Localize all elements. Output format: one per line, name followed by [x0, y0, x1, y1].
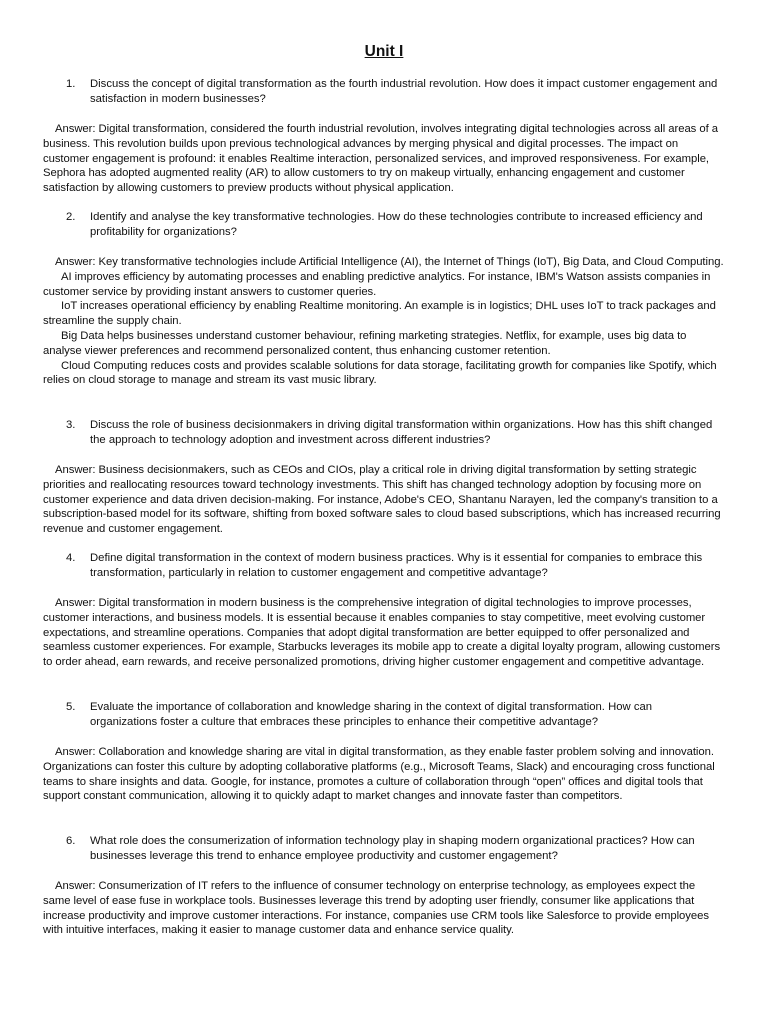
answer-4: [43, 596, 725, 670]
answer-text: Answer: Business decisionmakers, such as CEOs and CIOs, play a critical role in driving digital transformation by setting strategic priorities and reallocating resources toward technology investments. This shift has changed technology adoption by focusing more on customer experience and data driven decision-making. For instance, Adobe's CEO, Shantanu Narayen, led the company's transition to a subscription-based model for its software, shifting from boxed software sales to cloud based subscriptions, which has increased recurring revenue and customer engagement.: [43, 464, 721, 536]
question-2: [66, 210, 722, 240]
question-text: Discuss the concept of digital transformation as the fourth industrial revolution. How does it impact customer engagement and satisfaction in modern businesses?: [90, 78, 718, 105]
question-number: 1.: [66, 78, 76, 90]
question-text: Evaluate the importance of collaboration and knowledge sharing in the context of digital transformation. How can organizations foster a culture that embraces these principles to enhance their competitive advantage?: [90, 701, 653, 728]
answer-text: Answer: Digital transformation, considered the fourth industrial revolution, involves integrating digital technologies across all areas of a business. This revolution builds upon previous technological advances by merging physical and digital processes. The impact on customer engagement is profound: it enables Realtime interaction, personalized services, and improved responsiveness. For example, Sephora has adopted augmented reality (AR) to allow customers to try on makeup virtually, enhancing engagement and customer satisfaction by allowing customers to preview products without physical application.: [43, 123, 719, 195]
answer-ai: AI improves efficiency by automating processes and enabling predictive analytics. For instance, IBM's Watson assists companies in customer service by providing instant answers to customer queries.: [43, 270, 711, 298]
answer-1: [43, 122, 725, 196]
answer-bigdata: Big Data helps businesses understand customer behaviour, refining marketing strategies. Netflix, for example, uses big data to analyse viewer preferences and recommend personalized content, thus enhancing customer retention.: [43, 329, 687, 357]
question-4: [66, 551, 722, 581]
question-number: 5.: [66, 701, 76, 713]
question-number: 6.: [66, 835, 76, 847]
answer-3: [43, 463, 725, 537]
answer-5: [43, 745, 725, 804]
answer-2: [43, 255, 725, 388]
question-3: [66, 418, 722, 448]
question-number: 4.: [66, 552, 76, 564]
question-text: Define digital transformation in the context of modern business practices. Why is it essential for companies to embrace this transformation, particularly in relation to customer engagement and competitive advantage?: [90, 552, 703, 579]
question-text: What role does the consumerization of information technology play in shaping modern organizational practices? How can businesses leverage this trend to enhance employee productivity and customer engagement?: [90, 835, 695, 862]
question-6: [66, 834, 722, 864]
answer-intro: Answer: Key transformative technologies include Artificial Intelligence (AI), the Internet of Things (IoT), Big Data, and Cloud Computing.: [55, 256, 724, 268]
answer-text: Answer: Digital transformation in modern business is the comprehensive integration of digital technologies to improve processes, customer interactions, and business models. It is essential because it enables companies to stay competitive, meet evolving customer expectations, and streamline operations. Companies that adopt digital transformation are better equipped to offer personalized and seamless customer experiences. For example, Starbucks leverages its mobile app to create a digital loyalty program, allowing customers to order ahead, earn rewards, and receive personalized promotions, driving higher customer engagement and competitive advantage.: [43, 597, 721, 669]
page-title: Unit I: [364, 43, 404, 60]
question-number: 3.: [66, 419, 76, 431]
question-5: [66, 700, 722, 730]
answer-iot: IoT increases operational efficiency by enabling Realtime monitoring. An example is in logistics; DHL uses IoT to track packages and streamline the supply chain.: [43, 300, 716, 328]
question-1: [66, 77, 722, 107]
answer-text: Answer: Consumerization of IT refers to the influence of consumer technology on enterprise technology, as employees expect the same level of ease fuse in workplace tools. Businesses leverage this trend by adopting user friendly, consumer like applications that increase productivity and improve customer interactions. For instance, companies use CRM tools like Salesforce to provide employees with intuitive interfaces, making it easier to manage customer data and enhance service quality.: [43, 880, 709, 937]
answer-6: [43, 879, 725, 938]
question-text: Discuss the role of business decisionmakers in driving digital transformation within organizations. How has this shift changed the approach to technology adoption and investment across different industries?: [90, 419, 713, 446]
answer-cloud: Cloud Computing reduces costs and provides scalable solutions for data storage, facilitating growth for companies like Spotify, which relies on cloud storage to manage and stream its vast music library.: [43, 359, 717, 387]
answer-text: Answer: Collaboration and knowledge sharing are vital in digital transformation, as they enable faster problem solving and innovation. Organizations can foster this culture by adopting collaborative platforms (e.g., Microsoft Teams, Slack) and encouraging cross functional teams to share insights and data. Google, for instance, promotes a culture of collaboration through “open” offices and digital tools that support constant communication, allowing it to quickly adapt to market changes and innovate faster than competitors.: [43, 746, 715, 803]
question-number: 2.: [66, 211, 76, 223]
question-text: Identify and analyse the key transformative technologies. How do these technologies contribute to increased efficiency and profitability for organizations?: [90, 211, 703, 238]
